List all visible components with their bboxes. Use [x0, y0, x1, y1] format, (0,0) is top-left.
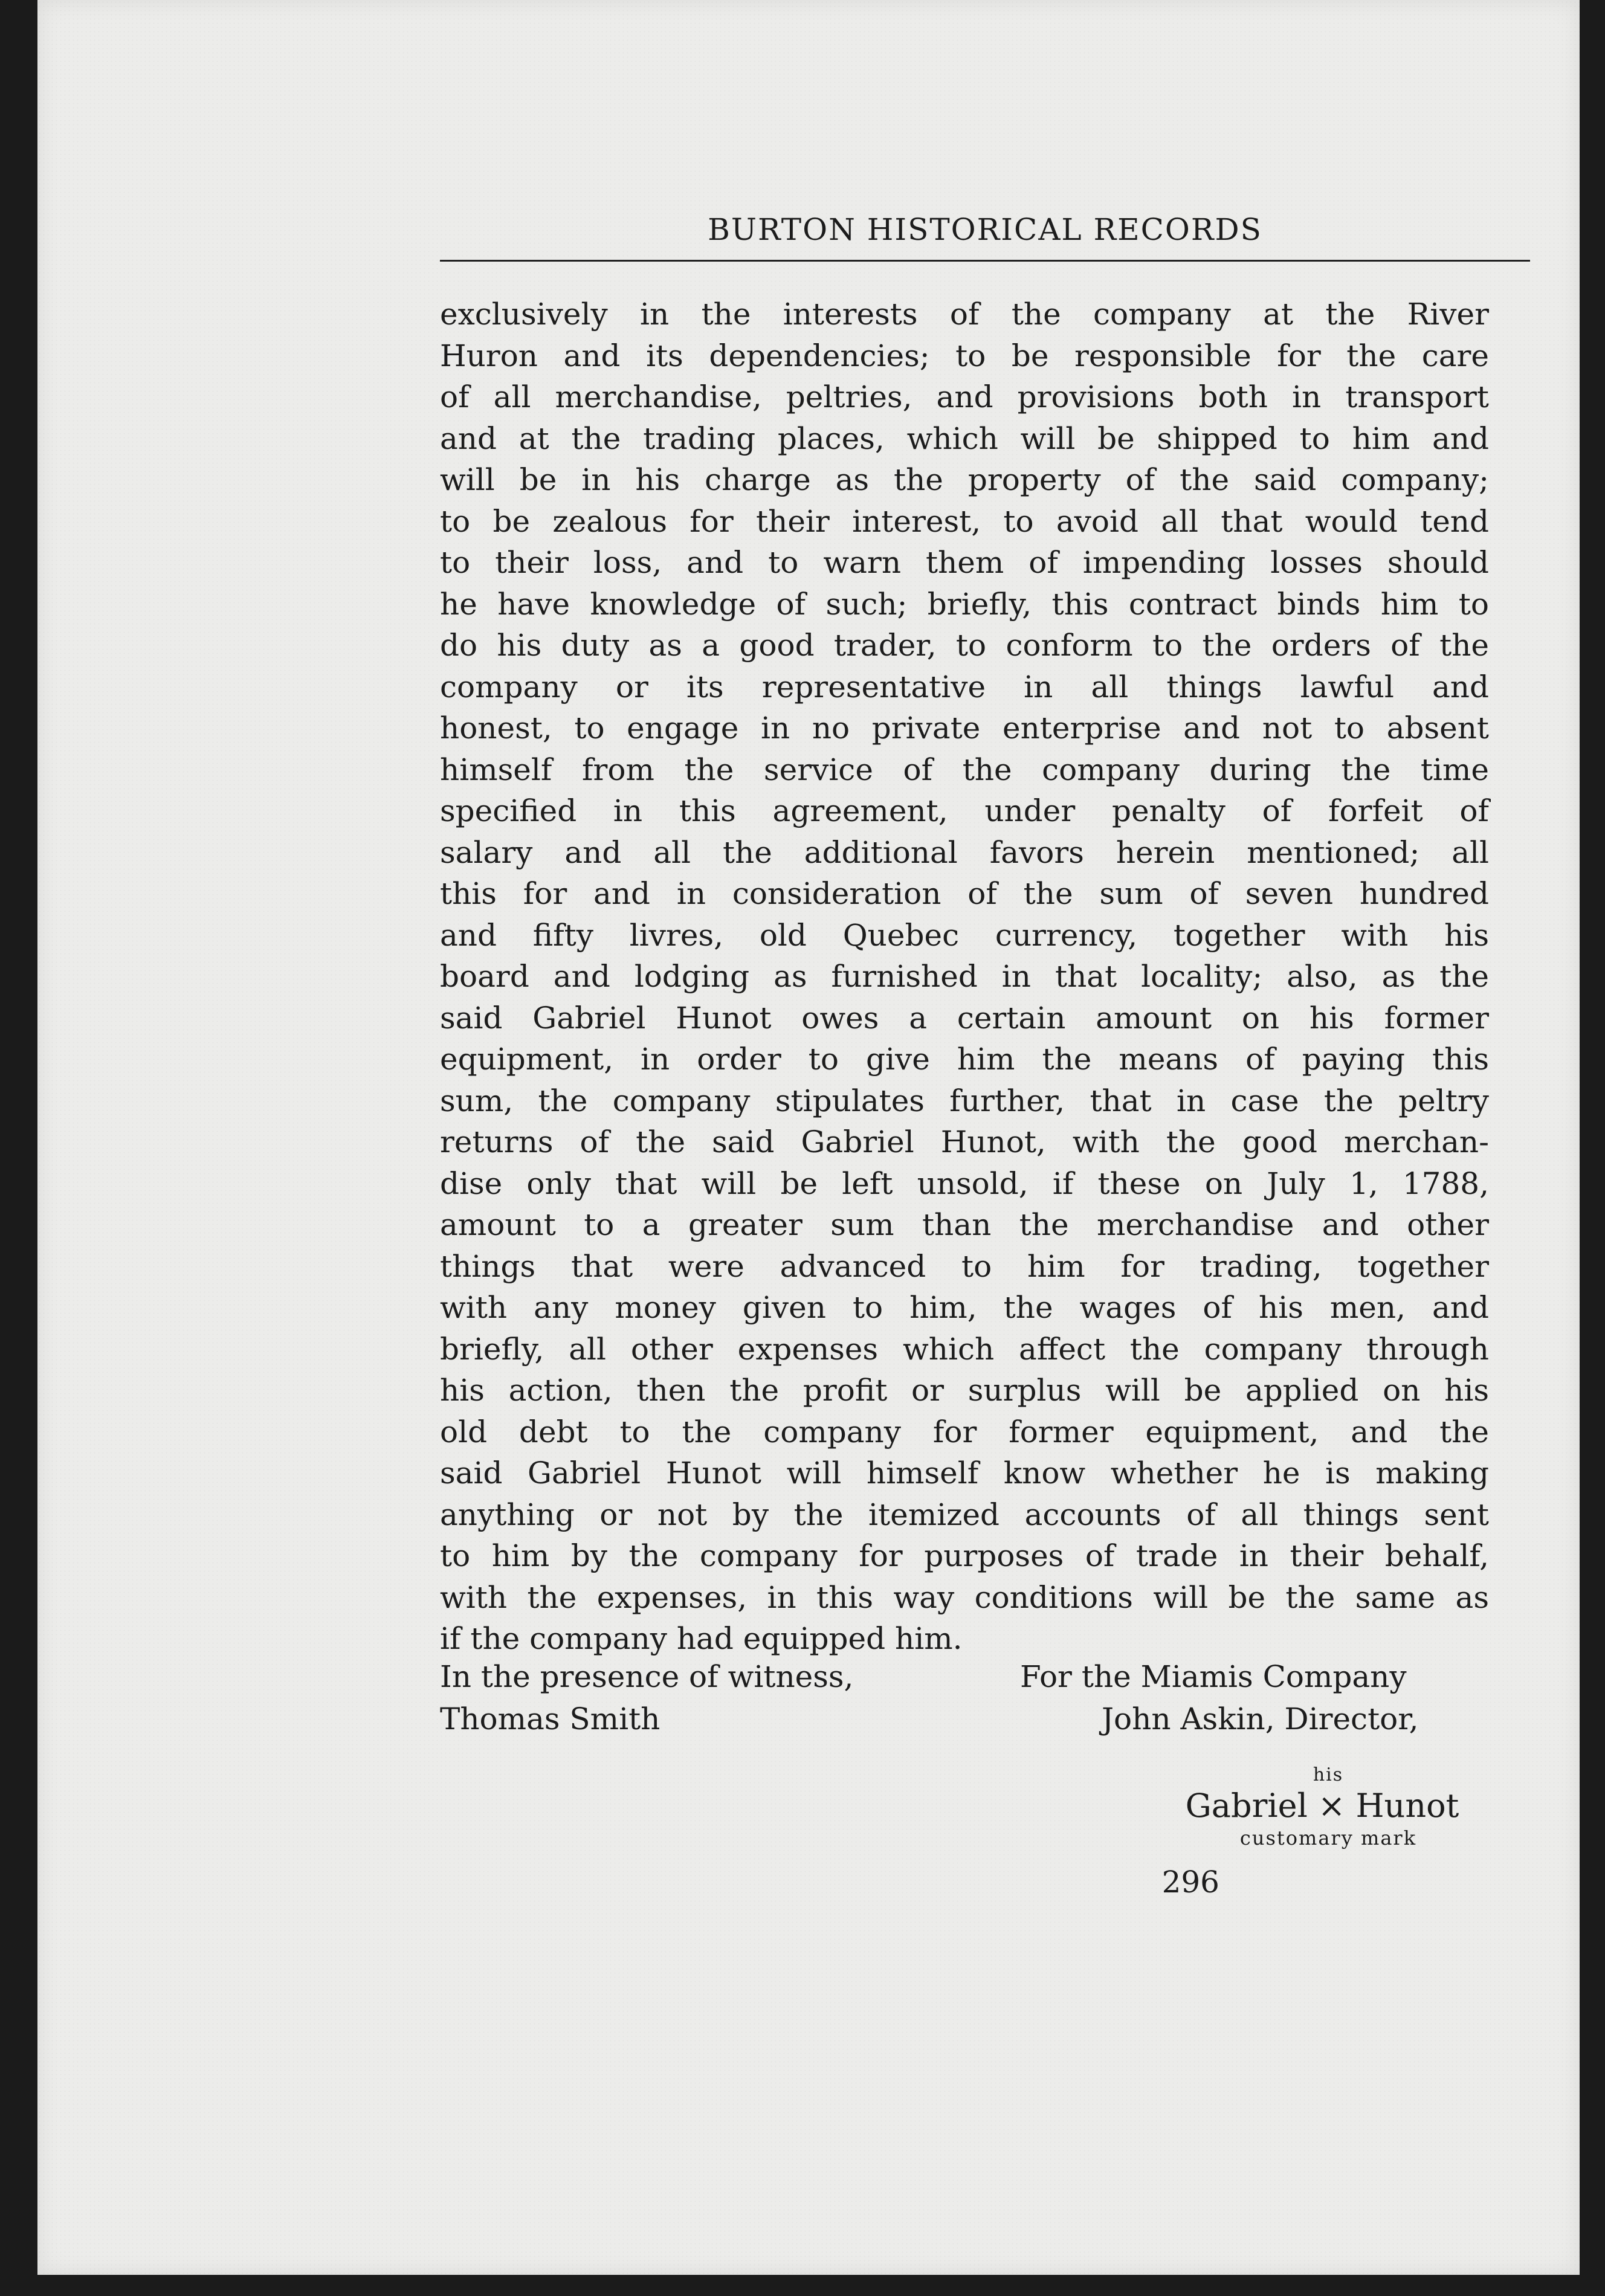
running-head: BURTON HISTORICAL RECORDS: [708, 212, 1262, 247]
text-line: he have knowledge of such; briefly, this contract binds him to: [440, 586, 1489, 622]
text-line: old debt to the company for former equipment, and the: [440, 1414, 1489, 1450]
director-line: John Askin, Director,: [1102, 1701, 1419, 1737]
paper-sheet: [37, 0, 1580, 2275]
text-line: will be in his charge as the property of the said company;: [440, 462, 1489, 497]
text-line: to him by the company for purposes of trade in their behalf,: [440, 1538, 1489, 1573]
company-line: For the Miamis Company: [1020, 1659, 1407, 1694]
text-line: said Gabriel Hunot will himself know whether he is making: [440, 1456, 1489, 1491]
text-line: with the expenses, in this way conditions will be the same as: [440, 1579, 1489, 1615]
text-line: anything or not by the itemized accounts of all things sent: [440, 1497, 1489, 1532]
text-line-last: if the company had equipped him.: [440, 1621, 963, 1656]
text-line: exclusively in the interests of the company at the River: [440, 297, 1489, 332]
text-line: honest, to engage in no private enterprise and not to absent: [440, 711, 1489, 746]
mark-name: Gabriel × Hunot: [1185, 1787, 1459, 1825]
text-line: equipment, in order to give him the means of paying this: [440, 1042, 1489, 1077]
text-line: said Gabriel Hunot owes a certain amount on his former: [440, 1000, 1489, 1036]
text-line: salary and all the additional favors herein mentioned; all: [440, 834, 1489, 870]
customary-mark-block: [1171, 1764, 1473, 1850]
witness-block: [440, 1656, 853, 1740]
text-line: his action, then the profit or surplus will be applied on his: [440, 1373, 1489, 1408]
text-line: and at the trading places, which will be shipped to him and: [440, 421, 1489, 456]
witness-line: In the presence of witness,: [440, 1659, 854, 1694]
text-line: Huron and its dependencies; to be responsible for the care: [440, 338, 1489, 373]
text-line: to be zealous for their interest, to avoid all that would tend: [440, 503, 1489, 539]
text-line: board and lodging as furnished in that locality; also, as the: [440, 959, 1489, 994]
witness-name: Thomas Smith: [440, 1701, 660, 1737]
text-line: to their loss, and to warn them of impending losses should: [440, 545, 1489, 580]
mark-caption: customary mark: [1239, 1827, 1417, 1849]
page-number: 296: [1161, 1865, 1219, 1900]
text-line: company or its representative in all things lawful and: [440, 669, 1489, 705]
text-line: specified in this agreement, under penalty of forfeit of: [440, 793, 1489, 828]
company-signature-block: [1020, 1656, 1419, 1740]
text-line: of all merchandise, peltries, and provisions both in transport: [440, 379, 1489, 414]
text-line: amount to a greater sum than the merchandise and other: [440, 1207, 1489, 1242]
text-line: returns of the said Gabriel Hunot, with the good merchan-: [440, 1124, 1489, 1159]
mark-his: his: [1313, 1764, 1344, 1785]
text-line: and fifty livres, old Quebec currency, together with his: [440, 917, 1489, 953]
text-line: briefly, all other expenses which affect the company through: [440, 1331, 1489, 1367]
text-line: do his duty as a good trader, to conform to the orders of the: [440, 628, 1489, 663]
text-line: himself from the service of the company during the time: [440, 752, 1489, 787]
text-line: with any money given to him, the wages of his men, and: [440, 1290, 1489, 1325]
header-rule: [440, 260, 1530, 262]
text-line: dise only that will be left unsold, if these on July 1, 1788,: [440, 1166, 1489, 1201]
body-text: [440, 294, 1489, 1660]
text-line: sum, the company stipulates further, that in case the peltry: [440, 1083, 1489, 1118]
text-line: this for and in consideration of the sum of seven hundred: [440, 876, 1489, 911]
text-line: things that were advanced to him for trading, together: [440, 1248, 1489, 1284]
